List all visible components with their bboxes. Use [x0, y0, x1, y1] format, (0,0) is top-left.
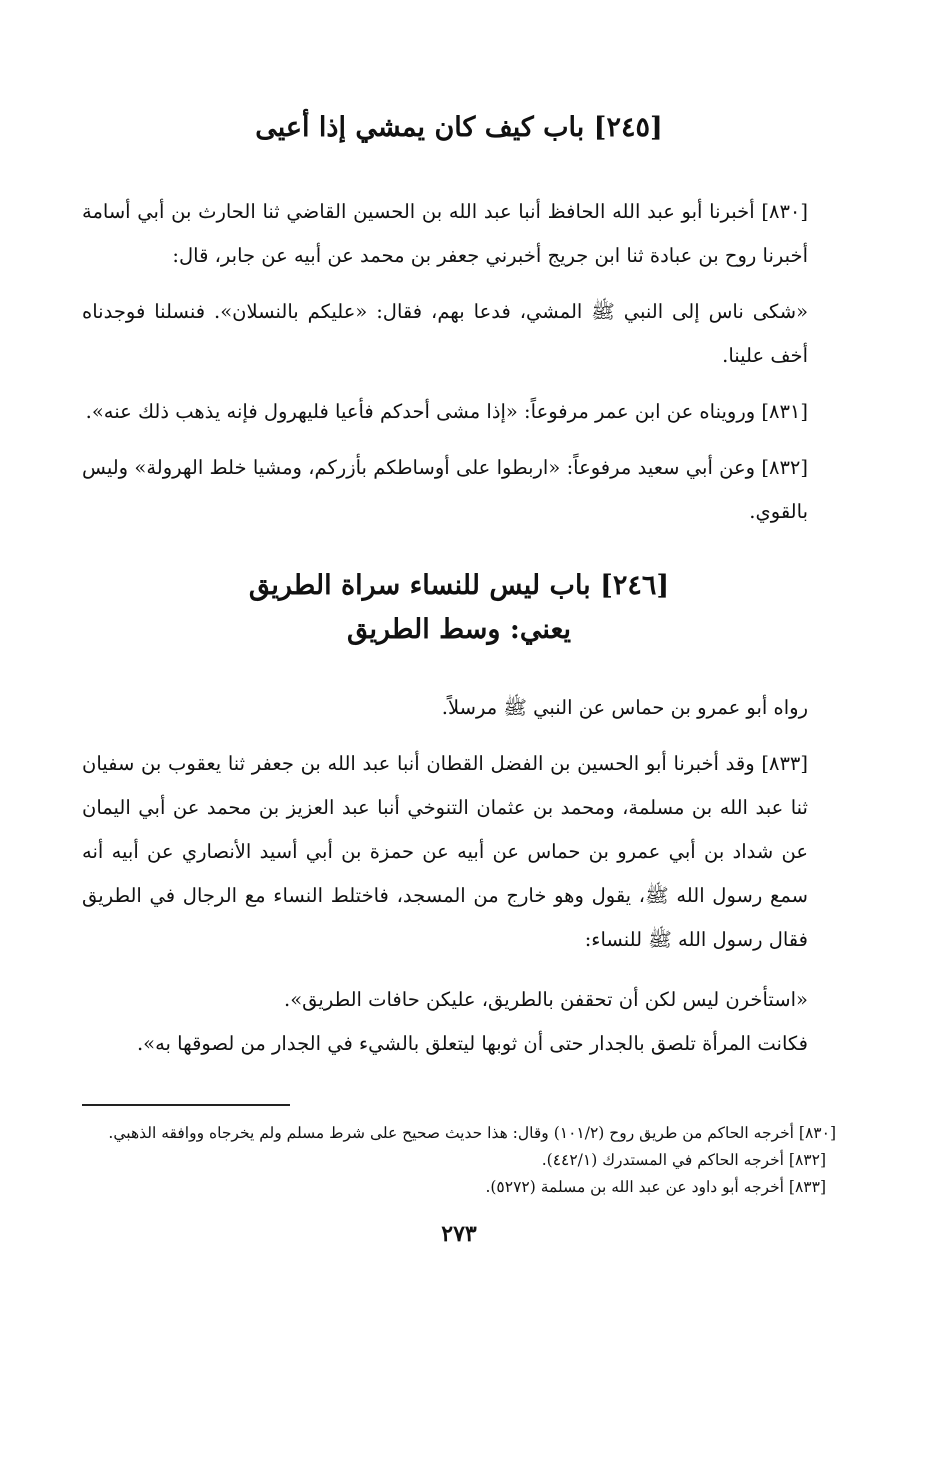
- footnote-833: [٨٣٣] أخرجه أبو داود عن عبد الله بن مسلمة (٥٢٧٢).: [485, 1178, 826, 1196]
- footnote-divider: [82, 1104, 290, 1106]
- page-number: ٢٧٣: [441, 1221, 477, 1247]
- quote-line-2: فكانت المرأة تلصق بالجدار حتى أن ثوبها ليتعلق بالشيء في الجدار من لصوقها به».: [136, 1032, 808, 1055]
- chapter-heading-246: [٢٤٦] باب ليس للنساء سراة الطريق: [248, 570, 670, 601]
- footnote-832: [٨٣٢] أخرجه الحاكم في المستدرك (٤٤٢/١).: [541, 1151, 826, 1169]
- hadith-831: [٨٣١] ورويناه عن ابن عمر مرفوعاً: «إذا مشى أحدكم فأعيا فليهرول فإنه يذهب ذلك عنه».: [85, 400, 808, 423]
- hadith-830-isnad: [٨٣٠] أخبرنا أبو عبد الله الحافظ أنبا عبد الله بن الحسين القاضي ثنا الحارث بن أبي أسامة أخبرنا روح بن عبادة ثنا ابن جريج أخبرني جعفر بن محمد عن أبيه عن جابر، قال:: [82, 200, 808, 267]
- hadith-832: [٨٣٢] وعن أبي سعيد مرفوعاً: «اربطوا على أوساطكم بأزركم، ومشيا خلط الهرولة» وليس بالقوي.: [82, 456, 808, 523]
- hadith-833-quote: [82, 978, 836, 1066]
- footnote-830: [٨٣٠] أخرجه الحاكم من طريق روح (١٠١/٢) وقال: هذا حديث صحيح على شرط مسلم ولم يخرجاه ووافقه الذهبي.: [108, 1124, 836, 1142]
- mursal-note: رواه أبو عمرو بن حماس عن النبي ﷺ مرسلاً.: [441, 696, 808, 719]
- footnotes: [82, 1120, 836, 1201]
- hadith-833: [٨٣٣] وقد أخبرنا أبو الحسين بن الفضل القطان أنبا عبد الله بن جعفر ثنا يعقوب بن سفيان ثنا عبد الله بن مسلمة، ومحمد بن عثمان التنوخي أنبا عبد العزيز بن محمد عن أبي اليمان عن شداد بن أبي عمرو بن حماس عن أبيه عن حمزة بن أبي أسيد الأنصاري عن أبيه أنه سمع رسول الله ﷺ، يقول وهو خارج من المسجد، فاختلط النساء مع الرجال في الطريق فقال رسول الله ﷺ للنساء:: [82, 752, 808, 951]
- hadith-830-matn: «شكى ناس إلى النبي ﷺ المشي، فدعا بهم، فقال: «عليكم بالنسلان». فنسلنا فوجدناه أخف علينا.: [82, 300, 808, 367]
- chapter-subheading-246: يعني: وسط الطريق: [346, 614, 572, 645]
- quote-line-1: «استأخرن ليس لكن أن تحقفن بالطريق، عليكن حافات الطريق».: [284, 988, 808, 1011]
- chapter-heading-245: [٢٤٥] باب كيف كان يمشي إذا أعيى: [255, 112, 663, 143]
